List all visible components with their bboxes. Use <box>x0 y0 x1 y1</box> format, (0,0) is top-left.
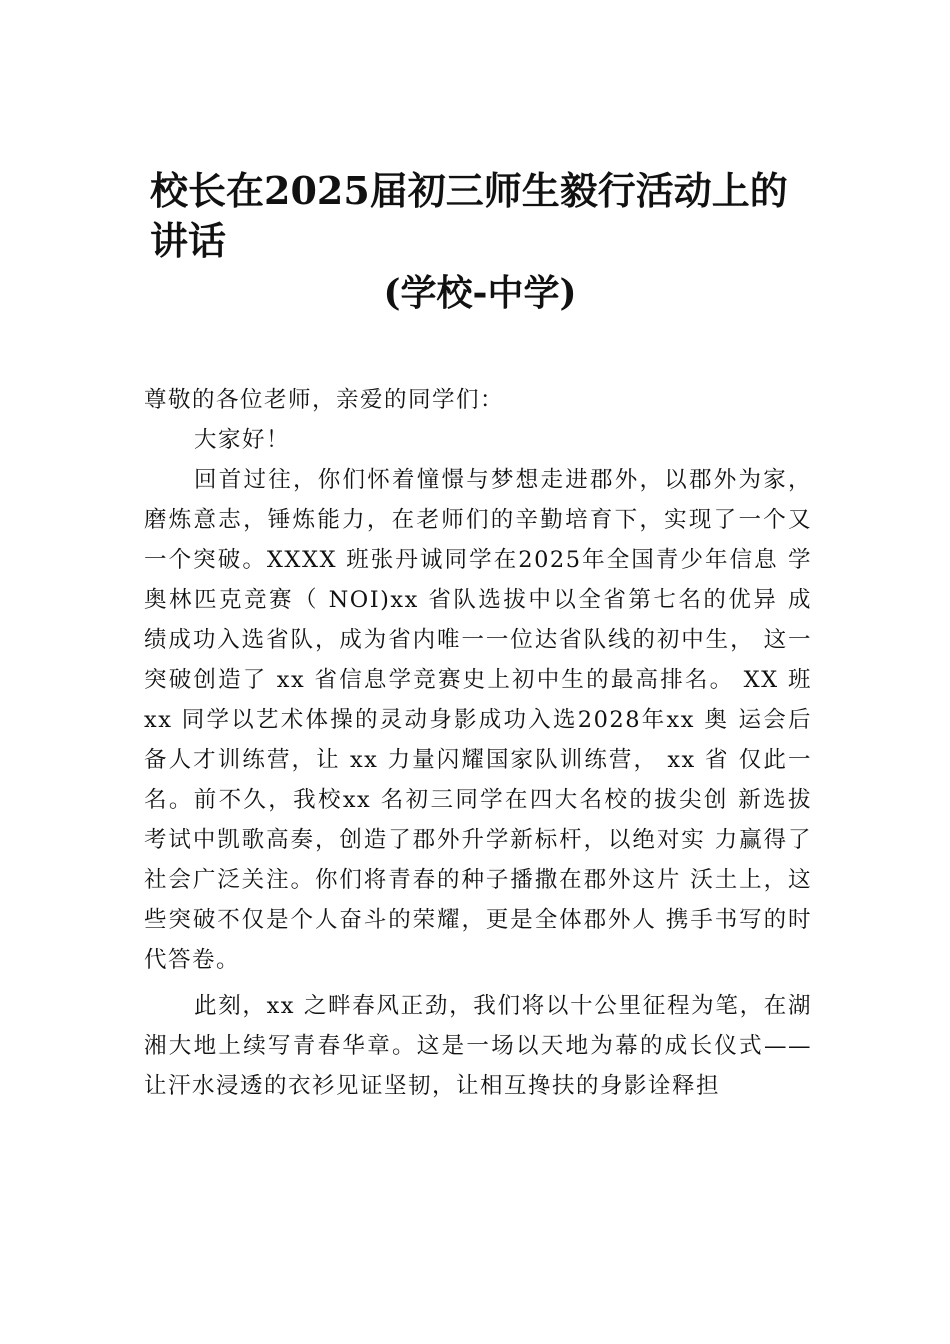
document-subtitle: (学校-中学) <box>383 272 577 314</box>
document-title: 校长在2025届初三师生毅行活动上的讲话 <box>150 168 788 263</box>
body-paragraph-1: 回首过往，你们怀着憧憬与梦想走进郡外，以郡外为家，磨炼意志，锤炼能力，在老师们的辛勤培育下，实现了一个又一个突破。XXXX 班张丹诚同学在2025年全国青少年信息 学奥林匹克竞赛（ NOI)xx 省队选拔中以全省第七名的优异 成绩成功入选省队，成为省内唯一一位达省队线的初中生， 这一突破创造了 xx 省信息学竞赛史上初中生的最高排名。 XX 班 xx 同学以艺术体操的灵动身影成功入选2028年xx 奥 运会后备人才训练营，让 xx 力量闪耀国家队训练营， xx 省 仅此一名。前不久，我校xx 名初三同学在四大名校的拔尖创 新选拔考试中凯歌高奏，创造了郡外升学新标杆，以绝对实 力赢得了社会广泛关注。你们将青春的种子播撒在郡外这片 沃土上，这些突破不仅是个人奋斗的荣耀，更是全体郡外人 携手书写的时代答卷。 <box>144 467 812 973</box>
document-body <box>144 380 812 1106</box>
greeting: 大家好！ <box>194 427 291 453</box>
salutation: 尊敬的各位老师，亲爱的同学们： <box>144 387 505 413</box>
body-paragraph-2: 此刻，xx 之畔春风正劲，我们将以十公里征程为笔，在湖湘大地上续写青春华章。这是一场以天地为幕的成长仪式——让汗水浸透的衣衫见证坚韧，让相互搀扶的身影诠释担 <box>144 993 812 1099</box>
